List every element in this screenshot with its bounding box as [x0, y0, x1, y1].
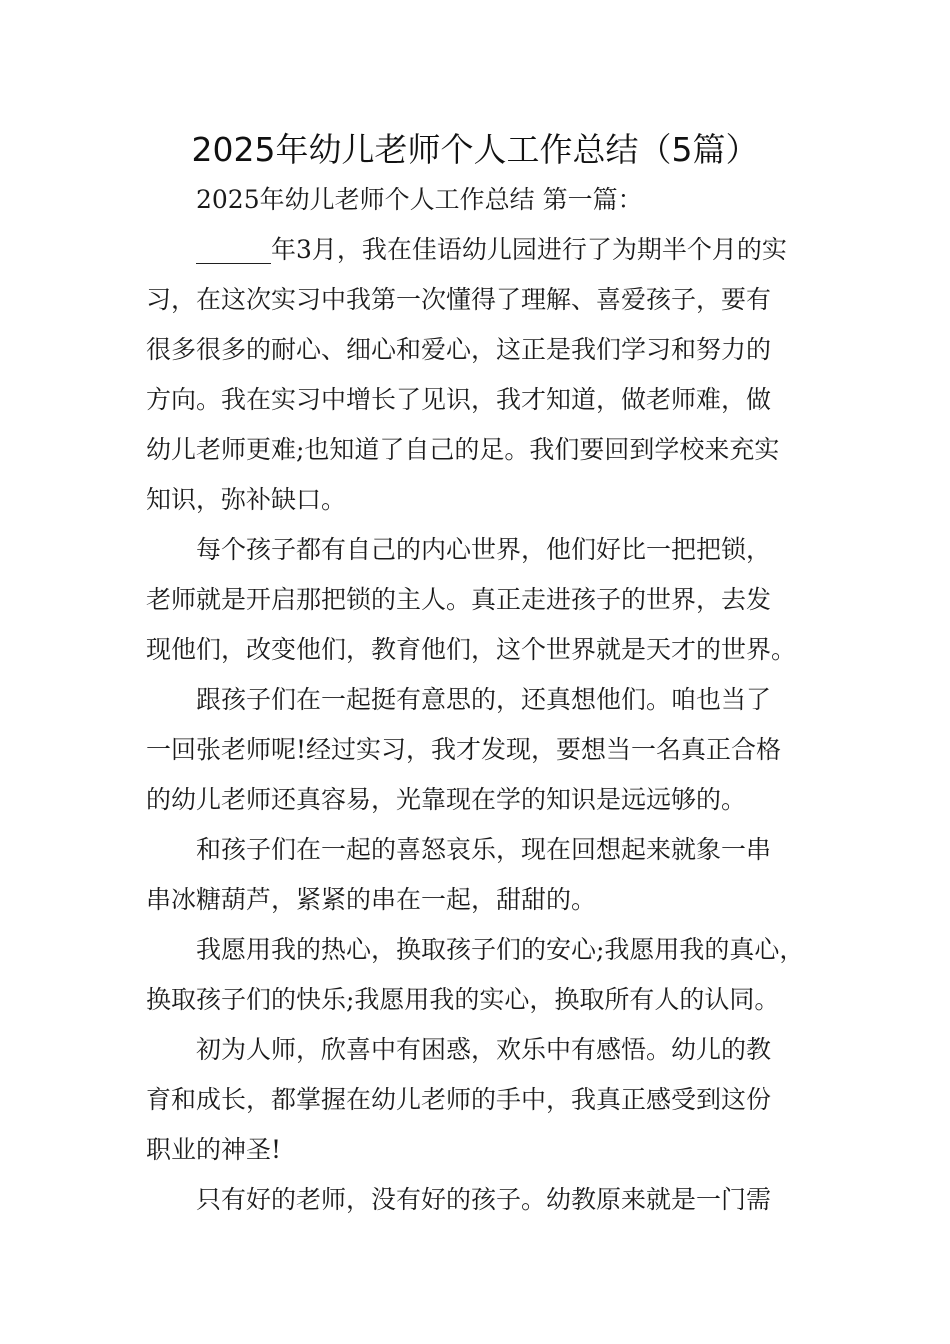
text-line: 职业的神圣! [146, 1135, 282, 1164]
text-line: 方向。我在实习中增长了见识，我才知道，做老师难，做 [146, 385, 772, 414]
text-line: 育和成长，都掌握在幼儿老师的手中，我真正感受到这份 [146, 1085, 772, 1114]
text-line: 我愿用我的热心，换取孩子们的安心;我愿用我的真心， [196, 935, 805, 964]
text-line: 串冰糖葫芦，紧紧的串在一起，甜甜的。 [146, 885, 597, 914]
document-title: 2025年幼儿老师个人工作总结（5篇） [191, 130, 759, 169]
text-line: 的幼儿老师还真容易，光靠现在学的知识是远远够的。 [146, 785, 747, 814]
text-line: 跟孩子们在一起挺有意思的，还真想他们。咱也当了 [196, 685, 772, 714]
text-line: ______年3月，我在佳语幼儿园进行了为期半个月的实 [196, 235, 787, 264]
text-line: 很多很多的耐心、细心和爱心，这正是我们学习和努力的 [146, 335, 772, 364]
text-line: 每个孩子都有自己的内心世界，他们好比一把把锁， [196, 535, 772, 564]
section-heading: 2025年幼儿老师个人工作总结 第一篇： [196, 185, 643, 214]
text-line: 一回张老师呢!经过实习，我才发现，要想当一名真正合格 [146, 735, 782, 764]
text-line: 初为人师，欣喜中有困惑，欢乐中有感悟。幼儿的教 [196, 1035, 772, 1064]
text-line: 和孩子们在一起的喜怒哀乐，现在回想起来就象一串 [196, 835, 772, 864]
text-line: 幼儿老师更难;也知道了自己的足。我们要回到学校来充实 [146, 435, 780, 464]
text-line: 只有好的老师，没有好的孩子。幼教原来就是一门需 [196, 1185, 772, 1214]
text-line: 换取孩子们的快乐;我愿用我的实心，换取所有人的认同。 [146, 985, 780, 1014]
text-line: 现他们，改变他们，教育他们，这个世界就是天才的世界。 [146, 635, 797, 664]
text-line: 老师就是开启那把锁的主人。真正走进孩子的世界，去发 [146, 585, 772, 614]
text-line: 习，在这次实习中我第一次懂得了理解、喜爱孩子，要有 [146, 285, 772, 314]
text-line: 知识，弥补缺口。 [146, 485, 347, 514]
